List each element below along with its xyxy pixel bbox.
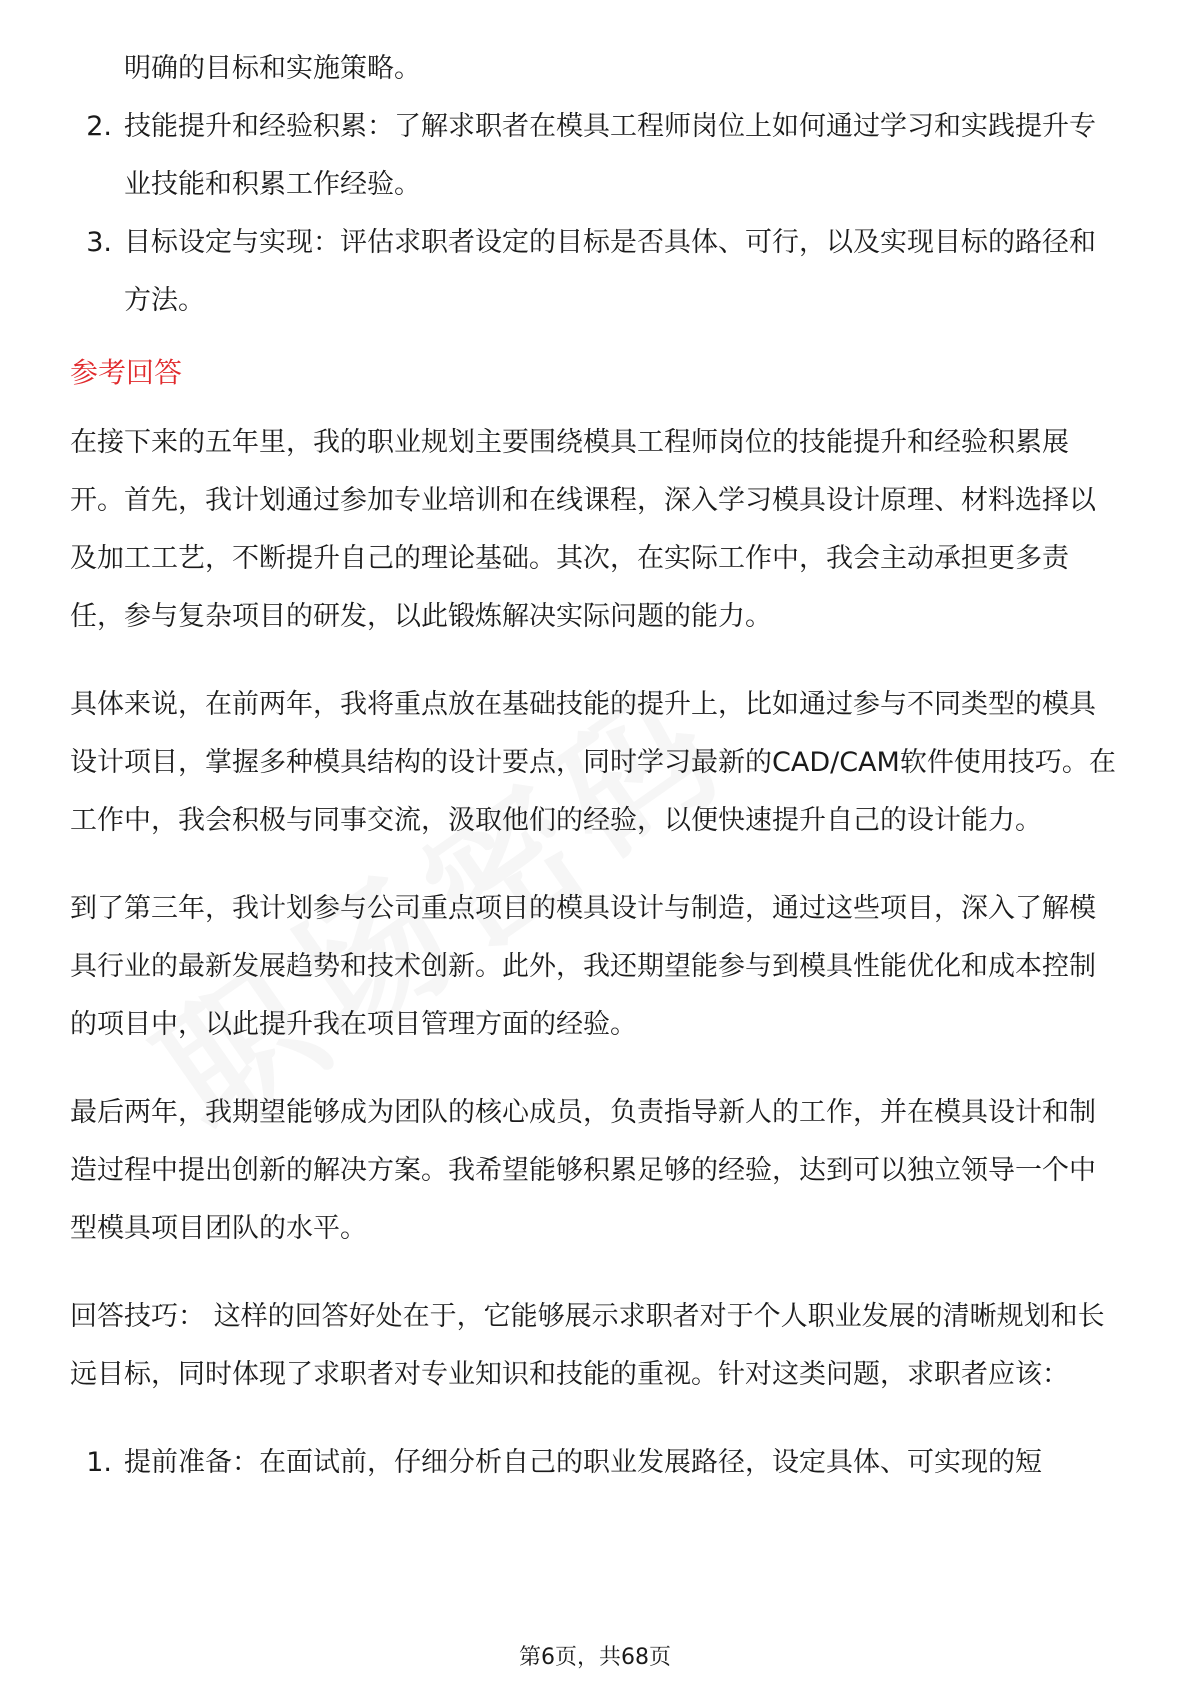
list-text: 提前准备：在面试前，仔细分析自己的职业发展路径，设定具体、可实现的短 (124, 1447, 1042, 1478)
answer-tips-paragraph: 回答技巧： 这样的回答好处在于，它能够展示求职者对于个人职业发展的清晰规划和长远目标，同时体现了求职者对专业知识和技能的重视。针对这类问题，求职者应该： (70, 1301, 1105, 1390)
list-item (70, 98, 1120, 214)
list-text: 目标设定与实现：评估求职者设定的目标是否具体、可行，以及实现目标的路径和方法。 (124, 227, 1096, 316)
paragraph: 在接下来的五年里，我的职业规划主要围绕模具工程师岗位的技能提升和经验积累展开。首先，我计划通过参加专业培训和在线课程，深入学习模具设计原理、材料选择以及加工工艺，不断提升自己的理论基础。其次，在实际工作中，我会主动承担更多责任，参与复杂项目的研发，以此锻炼解决实际问题的能力。 (70, 427, 1096, 632)
list-continuation: 明确的目标和实施策略。 (124, 53, 421, 84)
paragraph: 具体来说，在前两年，我将重点放在基础技能的提升上，比如通过参与不同类型的模具设计项目，掌握多种模具结构的设计要点，同时学习最新的CAD/CAM软件使用技巧。在工作中，我会积极与同事交流，汲取他们的经验，以便快速提升自己的设计能力。 (70, 689, 1116, 836)
list-text: 技能提升和经验积累：了解求职者在模具工程师岗位上如何通过学习和实践提升专业技能和积累工作经验。 (124, 111, 1096, 200)
list-item (70, 214, 1120, 330)
list-number: 2. (86, 111, 112, 142)
list-item (70, 1434, 1120, 1492)
list-number: 1. (86, 1447, 112, 1478)
paragraph: 最后两年，我期望能够成为团队的核心成员，负责指导新人的工作，并在模具设计和制造过程中提出创新的解决方案。我希望能够积累足够的经验，达到可以独立领导一个中型模具项目团队的水平。 (70, 1097, 1096, 1244)
page-footer: 第6页，共68页 (519, 1645, 671, 1670)
page-content (70, 40, 1120, 1492)
paragraph: 到了第三年，我计划参与公司重点项目的模具设计与制造，通过这些项目，深入了解模具行业的最新发展趋势和技术创新。此外，我还期望能参与到模具性能优化和成本控制的项目中，以此提升我在项目管理方面的经验。 (70, 893, 1096, 1040)
list-number: 3. (86, 227, 112, 258)
section-heading: 参考回答 (70, 356, 183, 389)
